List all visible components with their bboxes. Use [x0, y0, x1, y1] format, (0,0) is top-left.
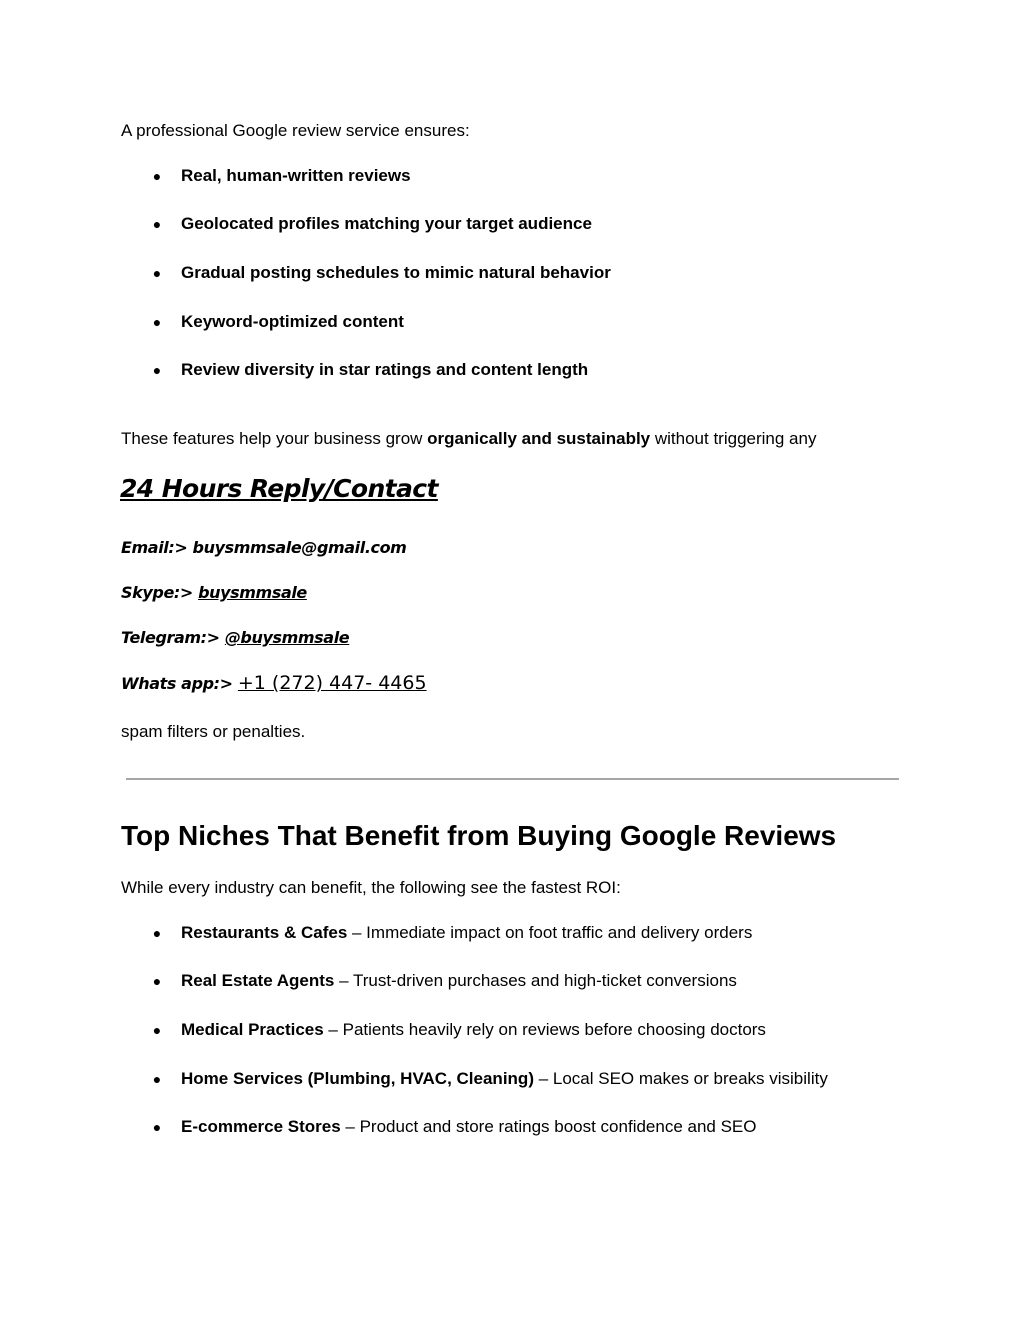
niche-name: Home Services (Plumbing, HVAC, Cleaning) [181, 1069, 534, 1088]
email-line: Email:> buysmmsale@gmail.com [121, 538, 407, 557]
bullet-icon: ● [152, 362, 162, 378]
summary-text-bold: organically and sustainably [427, 429, 651, 448]
contact-heading: 24 Hours Reply/Contact [120, 474, 438, 503]
niche-name: E-commerce Stores [181, 1117, 341, 1136]
bullet-icon: ● [152, 925, 162, 941]
whatsapp-phone-link[interactable]: +1 (272) 447- 4465 [237, 672, 427, 694]
niche-description: – Local SEO makes or breaks visibility [533, 1069, 828, 1088]
skype-line [121, 582, 307, 604]
feature-text: Review diversity in star ratings and content length [181, 360, 589, 379]
niche-name: Medical Practices [181, 1020, 324, 1039]
niche-description: – Product and store ratings boost confidence and SEO [340, 1117, 757, 1136]
bullet-icon: ● [152, 168, 162, 184]
feature-text: Real, human-written reviews [181, 166, 411, 185]
horizontal-divider [126, 778, 899, 780]
bullet-icon: ● [152, 1071, 162, 1087]
feature-text: Keyword-optimized content [181, 312, 404, 331]
bullet-icon: ● [152, 216, 162, 232]
whatsapp-label: Whats app:> [121, 674, 238, 693]
skype-label: Skype:> [121, 583, 199, 602]
niche-name: Real Estate Agents [181, 971, 335, 990]
summary-text-end: without triggering any [650, 429, 817, 448]
telegram-line [121, 627, 349, 649]
bullet-icon: ● [152, 973, 162, 989]
skype-link[interactable]: buysmmsale [198, 583, 307, 602]
intro-paragraph: A professional Google review service ensures: [121, 121, 470, 140]
bullet-icon: ● [152, 1022, 162, 1038]
niche-description: – Patients heavily rely on reviews before choosing doctors [323, 1020, 766, 1039]
niches-intro-paragraph: While every industry can benefit, the following see the fastest ROI: [121, 878, 621, 897]
bullet-icon: ● [152, 265, 162, 281]
bullet-icon: ● [152, 1119, 162, 1135]
whatsapp-line [121, 672, 427, 695]
continuation-paragraph: spam filters or penalties. [121, 722, 306, 741]
niche-description: – Trust-driven purchases and high-ticket conversions [334, 971, 737, 990]
bullet-icon: ● [152, 314, 162, 330]
feature-text: Geolocated profiles matching your target audience [181, 214, 592, 233]
niches-heading: Top Niches That Benefit from Buying Google Reviews [121, 820, 837, 851]
telegram-label: Telegram:> [121, 628, 225, 647]
summary-text-start: These features help your business grow [121, 429, 428, 448]
niche-name: Restaurants & Cafes [181, 923, 348, 942]
telegram-link[interactable]: @buysmmsale [224, 628, 350, 647]
feature-text: Gradual posting schedules to mimic natural behavior [181, 263, 611, 282]
niche-description: – Immediate impact on foot traffic and delivery orders [347, 923, 753, 942]
features-summary-paragraph [121, 428, 816, 450]
